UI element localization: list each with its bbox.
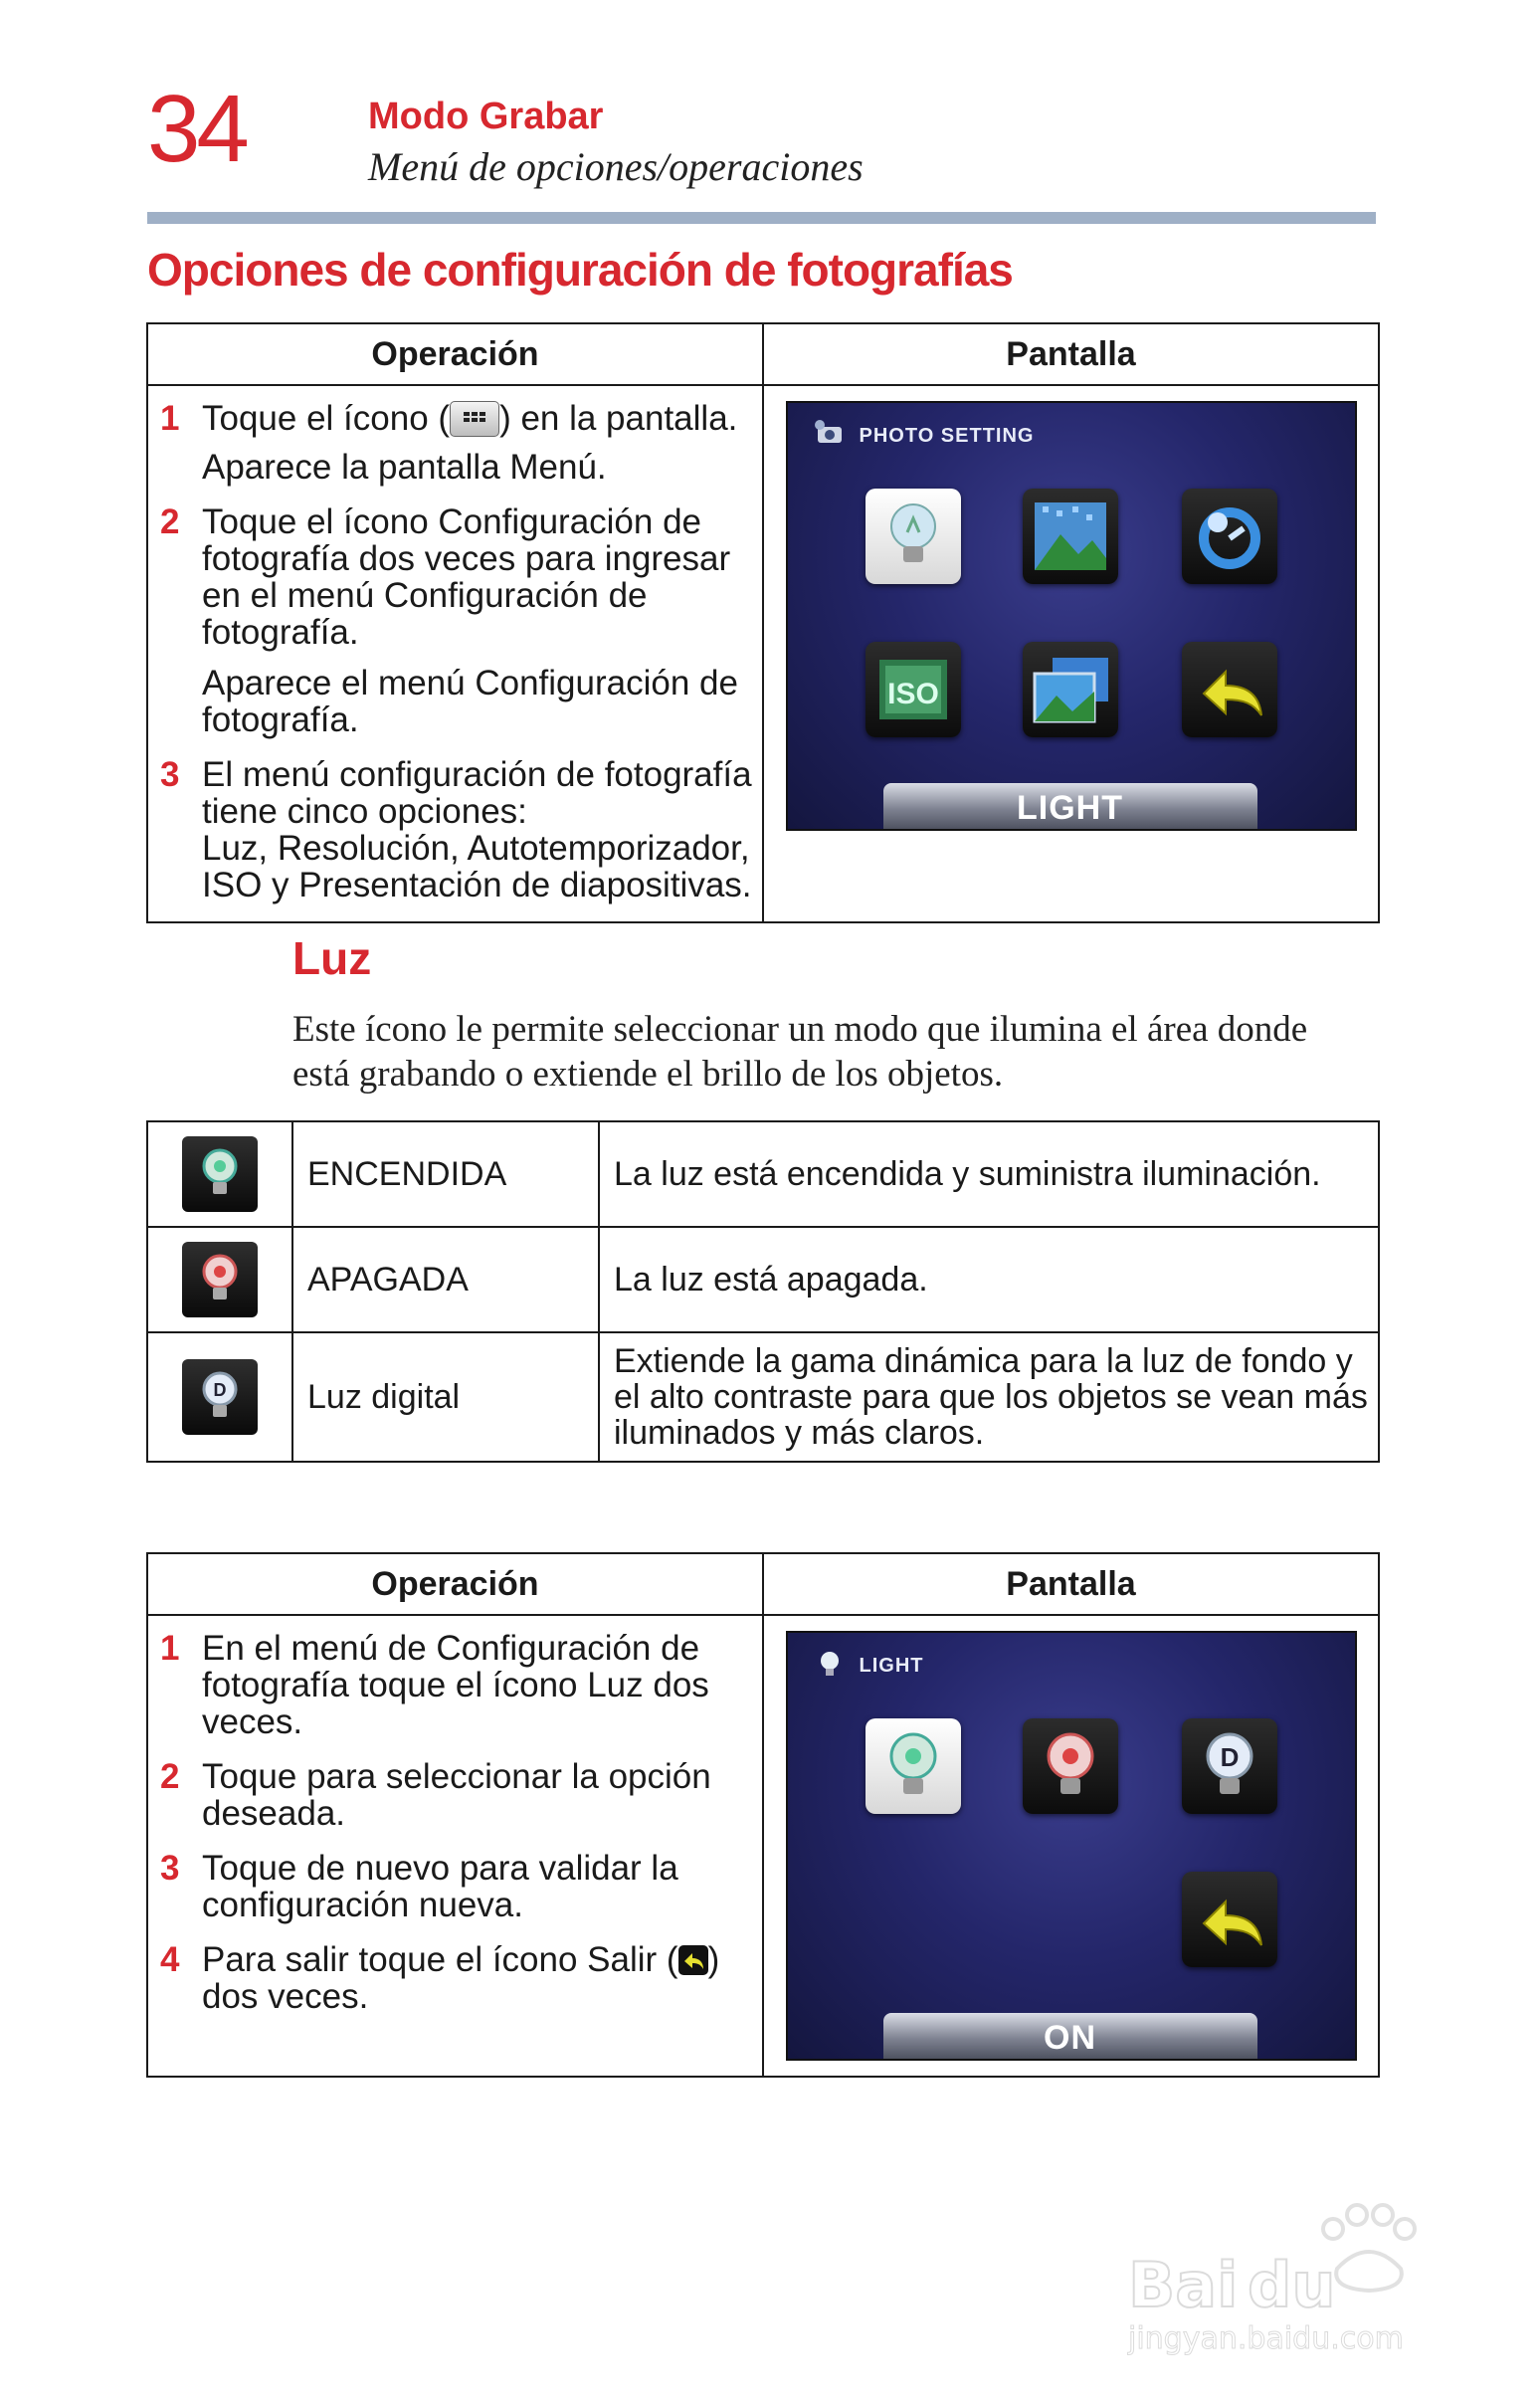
svg-text:jingyan.baidu.com: jingyan.baidu.com <box>1128 2321 1404 2356</box>
back-arrow-icon <box>1182 1872 1277 1967</box>
selected-option-label: LIGHT <box>883 783 1257 831</box>
self-timer-icon <box>1182 489 1277 584</box>
light-options-table <box>146 1120 1380 1463</box>
operation-table-photo-settings <box>146 322 1380 923</box>
step-number: 3 <box>160 1849 180 1888</box>
step-result: Aparece el menú Configuración de fotografía. <box>202 663 738 739</box>
bulb-red-icon <box>1023 1718 1118 1814</box>
option-description: Extiende la gama dinámica para la luz de fondo y el alto contraste para que los objetos se vean más iluminados y más claros. <box>599 1332 1379 1462</box>
option-name: Luz digital <box>292 1332 599 1462</box>
step-text: El menú configuración de fotografía tiene cinco opciones: <box>202 754 752 831</box>
light-option-tile[interactable] <box>866 489 961 584</box>
slideshow-option-tile[interactable] <box>1023 642 1118 737</box>
digital-label: D <box>1220 1742 1239 1772</box>
column-header-operation: Operación <box>147 1553 763 1615</box>
operation-table-light <box>146 1552 1380 2078</box>
page-number: 34 <box>147 76 246 182</box>
operation-steps <box>147 385 763 922</box>
back-arrow-icon <box>1182 642 1277 737</box>
step-text: Para salir toque el ícono Salir ( <box>202 1940 678 1979</box>
step-text: ) en la pantalla. <box>499 399 738 438</box>
operation-steps <box>147 1615 763 2077</box>
back-option-tile[interactable] <box>1182 642 1277 737</box>
step <box>160 503 752 651</box>
svg-text:Bai: Bai <box>1128 2249 1239 2321</box>
screen-cell <box>763 1615 1379 2077</box>
resolution-option-tile[interactable] <box>1023 489 1118 584</box>
photo-setting-icon <box>812 419 848 449</box>
step-number: 1 <box>160 1629 180 1668</box>
menu-grid-icon <box>450 401 499 437</box>
selected-option-label: ON <box>883 2013 1257 2061</box>
option-row <box>147 1227 1379 1332</box>
step-number: 2 <box>160 501 180 541</box>
screen-title: LIGHT <box>859 1655 924 1677</box>
option-icon-cell <box>147 1227 292 1332</box>
step-text: Toque de nuevo para validar la configuración nueva. <box>202 1849 678 1924</box>
step <box>160 756 752 903</box>
iso-icon <box>866 642 961 737</box>
chapter-title: Modo Grabar <box>368 96 604 137</box>
step-number: 4 <box>160 1940 180 1979</box>
option-description: La luz está apagada. <box>599 1227 1379 1332</box>
section-title: Opciones de configuración de fotografías <box>147 244 1013 296</box>
light-off-tile[interactable] <box>1023 1718 1118 1814</box>
chapter-subtitle: Menú de opciones/operaciones <box>368 144 864 189</box>
watermark-logo <box>1108 2189 1486 2358</box>
bulb-icon <box>866 489 961 584</box>
column-header-screen: Pantalla <box>763 323 1379 385</box>
resolution-icon <box>1023 489 1118 584</box>
option-row <box>147 1121 1379 1227</box>
subsection-title: Luz <box>292 932 372 984</box>
step <box>160 1758 752 1832</box>
iso-option-tile[interactable] <box>866 642 961 737</box>
step-result: Aparece la pantalla Menú. <box>202 447 607 487</box>
column-header-screen: Pantalla <box>763 1553 1379 1615</box>
slideshow-icon <box>1023 642 1118 737</box>
light-on-tile[interactable] <box>866 1718 961 1814</box>
digital-label: D <box>213 1380 227 1400</box>
light-icon <box>812 1649 848 1679</box>
step-text: Toque para seleccionar la opción deseada. <box>202 1757 711 1833</box>
option-name: ENCENDIDA <box>292 1121 599 1227</box>
step-number: 1 <box>160 399 180 438</box>
step <box>160 1630 752 1740</box>
subsection-description: Este ícono le permite seleccionar un modo que ilumina el área donde está grabando o extiende el brillo de los objetos. <box>292 1009 1308 1095</box>
step-number: 2 <box>160 1757 180 1796</box>
option-icon-cell <box>147 1121 292 1227</box>
step <box>160 400 752 439</box>
step <box>160 1941 752 2015</box>
exit-icon <box>678 1945 708 1975</box>
bulb-green-icon <box>182 1136 258 1212</box>
screen-cell <box>763 385 1379 922</box>
screen-title: PHOTO SETTING <box>859 425 1035 447</box>
camera-screen-photo-setting <box>786 401 1357 831</box>
option-description: La luz está encendida y suministra iluminación. <box>599 1121 1379 1227</box>
header-rule <box>147 212 1376 224</box>
svg-text:du: du <box>1248 2249 1336 2321</box>
bulb-digital-icon <box>182 1359 258 1435</box>
step-text: Toque el ícono Configuración de fotografía dos veces para ingresar en el menú Configuración de fotografía. <box>202 501 731 652</box>
step-text: En el menú de Configuración de fotografía toque el ícono Luz dos veces. <box>202 1629 709 1741</box>
step-text: ) dos veces. <box>202 1940 720 2016</box>
step-list: Luz, Resolución, Autotemporizador, ISO y Presentación de diapositivas. <box>202 828 752 904</box>
back-option-tile[interactable] <box>1182 1872 1277 1967</box>
self-timer-option-tile[interactable] <box>1182 489 1277 584</box>
column-header-operation: Operación <box>147 323 763 385</box>
option-icon-cell <box>147 1332 292 1462</box>
bulb-red-icon <box>182 1242 258 1317</box>
iso-label: ISO <box>886 678 939 710</box>
camera-screen-light <box>786 1631 1357 2061</box>
bulb-green-icon <box>866 1718 961 1814</box>
option-name: APAGADA <box>292 1227 599 1332</box>
step <box>160 1850 752 1923</box>
option-row <box>147 1332 1379 1462</box>
digital-light-tile[interactable] <box>1182 1718 1277 1814</box>
step-text: Toque el ícono ( <box>202 399 451 438</box>
bulb-digital-icon <box>1182 1718 1277 1814</box>
step-number: 3 <box>160 754 180 794</box>
